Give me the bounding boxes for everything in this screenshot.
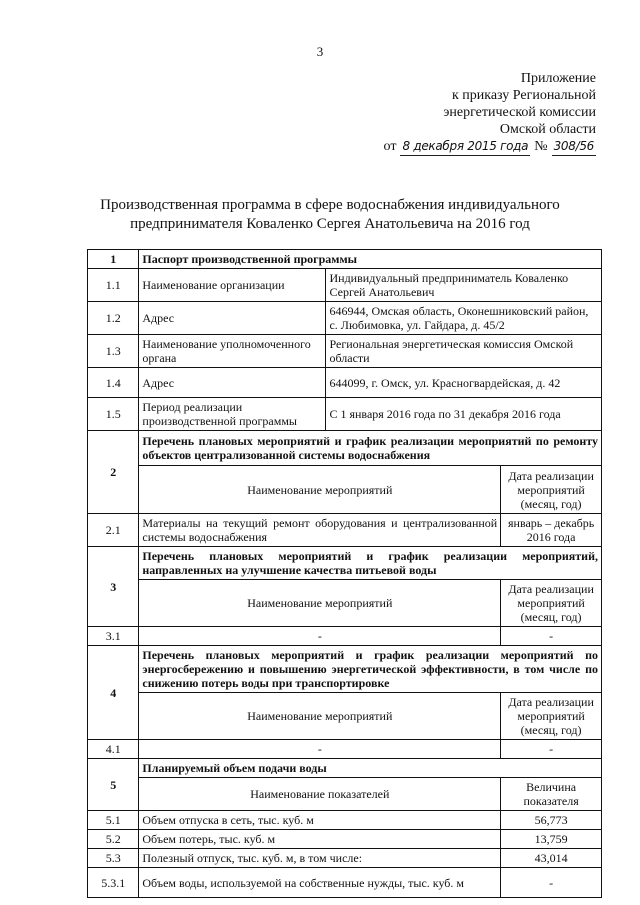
table-row [88, 740, 602, 759]
program-table [87, 249, 602, 898]
row-name: Полезный отпуск, тыс. куб. м, в том числе: [139, 849, 501, 868]
section-num: 3 [88, 547, 139, 627]
table-row [88, 627, 602, 646]
row-name: - [139, 740, 501, 759]
column-header-date: Дата реализации мероприятий (месяц, год) [501, 466, 602, 514]
title-line-2: предпринимателя Коваленко Сергея Анатольевича на 2016 год [130, 216, 530, 232]
row-num: 5.3.1 [88, 868, 139, 898]
row-date: - [501, 627, 602, 646]
appendix-block [384, 70, 596, 156]
table-row [88, 849, 602, 868]
table-row [88, 811, 602, 830]
column-header-date: Дата реализации мероприятий (месяц, год) [501, 580, 602, 627]
column-header-name: Наименование мероприятий [139, 693, 501, 740]
row-value: 646944, Омская область, Оконешниковский район, с. Любимовка, ул. Гайдара, д. 45/2 [326, 302, 602, 335]
section-num: 5 [88, 759, 139, 811]
row-num: 1.5 [88, 398, 139, 431]
table-row [88, 830, 602, 849]
column-header-row [88, 693, 602, 740]
row-num: 1.4 [88, 368, 139, 398]
row-name: Объем воды, используемой на собственные нужды, тыс. куб. м [139, 868, 501, 898]
column-header-name: Наименование показателей [139, 778, 501, 811]
section-num: 4 [88, 646, 139, 740]
row-label: Период реализации производственной программы [139, 398, 326, 431]
row-num: 1.3 [88, 335, 139, 368]
row-value: Региональная энергетическая комиссия Омской области [326, 335, 602, 368]
section-1-header [88, 250, 602, 269]
column-header-name: Наименование мероприятий [139, 466, 501, 514]
title-line-1: Производственная программа в сфере водоснабжения индивидуального [100, 197, 560, 213]
row-num: 5.3 [88, 849, 139, 868]
table-row [88, 868, 602, 898]
row-label: Адрес [139, 302, 326, 335]
section-title: Планируемый объем подачи воды [139, 759, 602, 778]
section-2-header [88, 431, 602, 466]
row-num: 1.2 [88, 302, 139, 335]
appendix-line-2: к приказу Региональной [451, 88, 596, 103]
row-value: 56,773 [501, 811, 602, 830]
row-date: - [501, 740, 602, 759]
section-5-header [88, 759, 602, 778]
row-name: - [139, 627, 501, 646]
column-header-row [88, 778, 602, 811]
row-value: 644099, г. Омск, ул. Красногвардейская, д. 42 [326, 368, 602, 398]
from-label: от [383, 139, 397, 154]
table-row [88, 398, 602, 431]
appendix-line-1: Приложение [520, 71, 596, 86]
column-header-value: Величина показателя [501, 778, 602, 811]
order-date-line [384, 138, 596, 156]
section-num: 1 [88, 250, 139, 269]
appendix-line-3: энергетической комиссии [443, 105, 596, 120]
row-num: 5.2 [88, 830, 139, 849]
section-4-header [88, 646, 602, 693]
row-num: 1.1 [88, 269, 139, 302]
table-row [88, 269, 602, 302]
page-number: 3 [316, 44, 324, 59]
column-header-row [88, 466, 602, 514]
column-header-date: Дата реализации мероприятий (месяц, год) [501, 693, 602, 740]
row-value: С 1 января 2016 года по 31 декабря 2016 года [326, 398, 602, 431]
row-name: Объем потерь, тыс. куб. м [139, 830, 501, 849]
row-name: Объем отпуска в сеть, тыс. куб. м [139, 811, 501, 830]
number-label: № [534, 139, 548, 154]
row-num: 3.1 [88, 627, 139, 646]
appendix-line-4: Омской области [499, 122, 596, 137]
table-row [88, 302, 602, 335]
row-value: 43,014 [501, 849, 602, 868]
column-header-name: Наименование мероприятий [139, 580, 501, 627]
table-row [88, 335, 602, 368]
row-value: 13,759 [501, 830, 602, 849]
row-num: 2.1 [88, 514, 139, 547]
row-date: январь – декабрь 2016 года [501, 514, 602, 547]
row-label: Наименование организации [139, 269, 326, 302]
row-label: Адрес [139, 368, 326, 398]
section-title: Перечень плановых мероприятий и график реализации мероприятий по ремонту объектов централизованной системы водоснабжения [139, 431, 602, 466]
section-3-header [88, 547, 602, 580]
section-title: Перечень плановых мероприятий и график реализации мероприятий, направленных на улучшение качества питьевой воды [139, 547, 602, 580]
row-num: 4.1 [88, 740, 139, 759]
section-title: Перечень плановых мероприятий и график реализации мероприятий по энергосбережению и повышению энергетической эффективности, в том числе по снижению потерь воды при транспортировке [139, 646, 602, 693]
table-row [88, 514, 602, 547]
document-title [60, 196, 600, 234]
column-header-row [88, 580, 602, 627]
handwritten-date: 8 декабря 2015 года [400, 138, 530, 156]
table-row [88, 368, 602, 398]
row-num: 5.1 [88, 811, 139, 830]
section-title: Паспорт производственной программы [139, 250, 602, 269]
section-num: 2 [88, 431, 139, 514]
handwritten-number: 308/56 [552, 138, 596, 156]
row-name: Материалы на текущий ремонт оборудования и централизованной системы водоснабжения [139, 514, 501, 547]
row-value: - [501, 868, 602, 898]
row-label: Наименование уполномоченного органа [139, 335, 326, 368]
row-value: Индивидуальный предприниматель Коваленко Сергей Анатольевич [326, 269, 602, 302]
